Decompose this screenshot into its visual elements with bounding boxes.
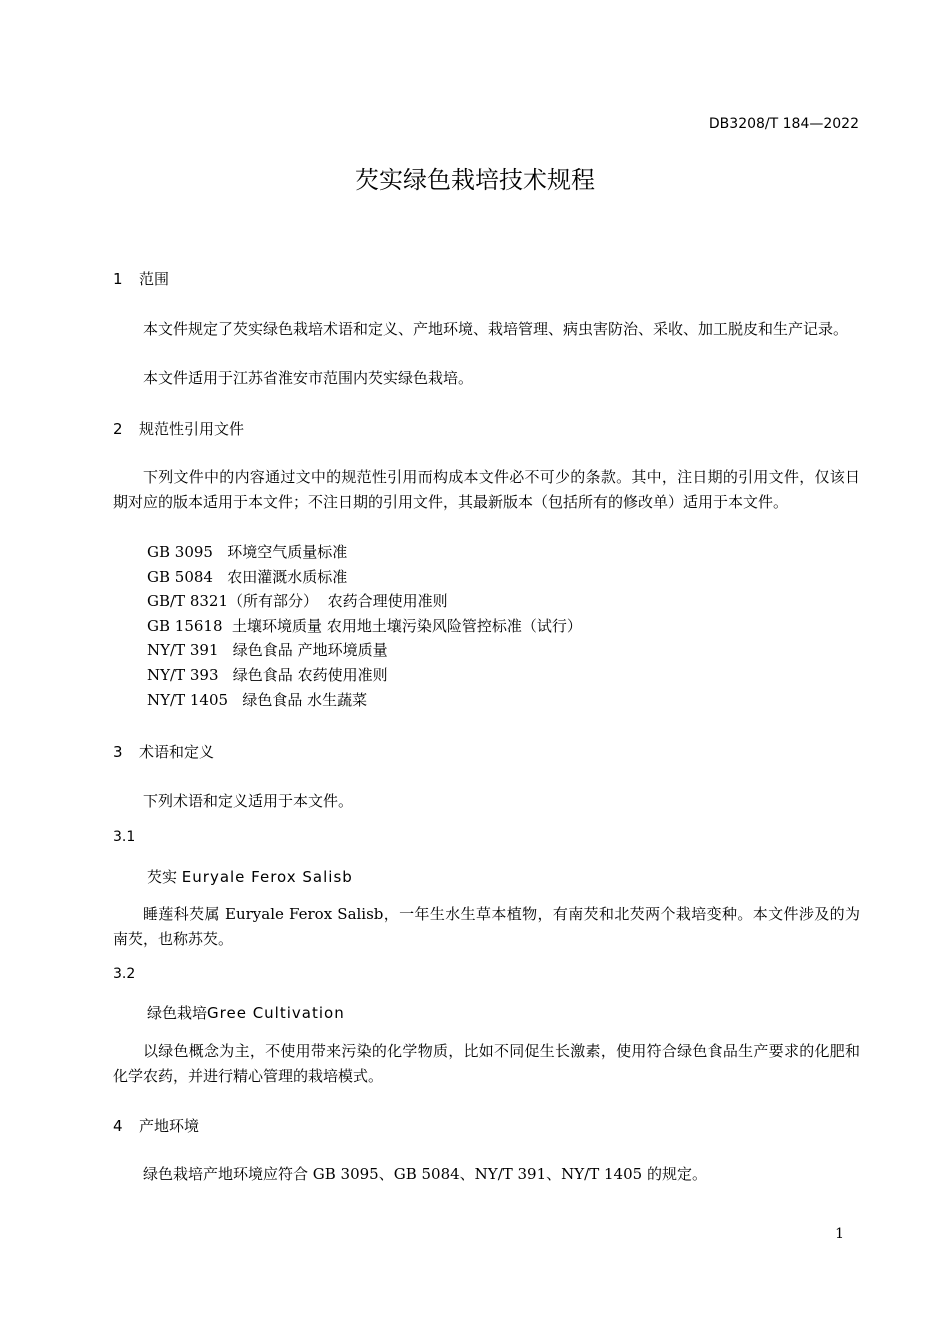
reference-item xyxy=(147,664,388,685)
reference-item xyxy=(147,590,448,611)
reference-item xyxy=(147,689,367,710)
section-heading-terms xyxy=(113,741,214,762)
section-number: 4 xyxy=(113,1117,123,1135)
reference-code: GB/T 8321（所有部分） xyxy=(147,592,319,610)
environment-paragraph: 绿色栽培产地环境应符合 GB 3095、GB 5084、NY/T 391、NY/T 1405 的规定。 xyxy=(143,1165,707,1183)
document-title: 芡实绿色栽培技术规程 xyxy=(355,166,595,194)
term-cn: 芡实 xyxy=(147,868,178,886)
section-title: 产地环境 xyxy=(139,1117,200,1135)
reference-code: NY/T 393 xyxy=(147,666,219,684)
reference-code: GB 15618 xyxy=(147,617,223,635)
reference-item xyxy=(147,541,347,562)
reference-code: GB 5084 xyxy=(147,568,213,586)
section-title: 范围 xyxy=(139,270,170,288)
reference-code: NY/T 391 xyxy=(147,641,219,659)
reference-item xyxy=(147,615,582,636)
section-title: 规范性引用文件 xyxy=(139,420,245,438)
term-number: 3.1 xyxy=(113,829,136,845)
reference-name: 农田灌溉水质标准 xyxy=(227,568,348,586)
term-heading xyxy=(147,866,353,887)
reference-code: GB 3095 xyxy=(147,543,213,561)
section-number: 2 xyxy=(113,420,123,438)
scope-paragraph-2: 本文件适用于江苏省淮安市范围内芡实绿色栽培。 xyxy=(143,369,474,387)
reference-name: 绿色食品 产地环境质量 xyxy=(232,641,388,659)
term-number: 3.2 xyxy=(113,966,136,982)
reference-name: 环境空气质量标准 xyxy=(227,543,348,561)
scope-paragraph-1: 本文件规定了芡实绿色栽培术语和定义、产地环境、栽培管理、病虫害防治、采收、加工脱皮和生产记录。 xyxy=(143,320,849,338)
term-en: Gree Cultivation xyxy=(207,1004,345,1022)
term-cn: 绿色栽培 xyxy=(147,1004,208,1022)
terms-intro-paragraph: 下列术语和定义适用于本文件。 xyxy=(143,792,354,810)
reference-code: NY/T 1405 xyxy=(147,691,229,709)
section-heading-environment xyxy=(113,1115,199,1136)
section-number: 3 xyxy=(113,743,123,761)
term-heading xyxy=(147,1002,345,1023)
reference-item xyxy=(147,639,388,660)
section-number: 1 xyxy=(113,270,123,288)
reference-name: 绿色食品 水生蔬菜 xyxy=(242,691,368,709)
reference-item xyxy=(147,566,347,587)
term-definition: 以绿色概念为主，不使用带来污染的化学物质，比如不同促生长激素，使用符合绿色食品生产要求的化肥和化学农药，并进行精心管理的栽培模式。 xyxy=(113,1042,860,1085)
section-heading-scope xyxy=(113,268,169,289)
reference-name: 农药合理使用准则 xyxy=(327,592,448,610)
references-intro-paragraph: 下列文件中的内容通过文中的规范性引用而构成本文件必不可少的条款。其中，注日期的引用文件，仅该日期对应的版本适用于本文件；不注日期的引用文件，其最新版本（包括所有的修改单）适用于本文件。 xyxy=(113,468,860,511)
term-definition: 睡莲科芡属 Euryale Ferox Salisb，一年生水生草本植物，有南芡和北芡两个栽培变种。本文件涉及的为南芡，也称苏芡。 xyxy=(113,905,860,948)
section-title: 术语和定义 xyxy=(139,743,215,761)
section-heading-normative-references xyxy=(113,418,244,439)
reference-name: 土壤环境质量 农用地土壤污染风险管控标准（试行） xyxy=(232,617,582,635)
standard-number: DB3208/T 184—2022 xyxy=(708,116,859,132)
page-number: 1 xyxy=(835,1226,844,1242)
term-en: Euryale Ferox Salisb xyxy=(181,868,353,886)
reference-name: 绿色食品 农药使用准则 xyxy=(232,666,388,684)
